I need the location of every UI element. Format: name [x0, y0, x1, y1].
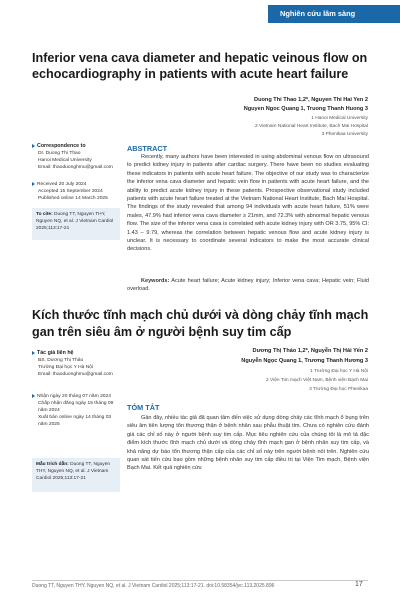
affiliation-1-en: 1 Hanoi Medical University: [311, 116, 368, 121]
authors-line-1-en: Duong Thi Thao 1,2*, Nguyen Thi Hai Yen 2: [254, 97, 368, 103]
abstract-body-en: Recently, many authors have been interested in using abdominal venous flow on ultrasound to predict kidney injury in patients after cardiac surgery. There have been no studies evaluating these indicators in patients with acute heart failure. The objective of our study was to characterize the inferior vena cava diameter and hepatic vein flow in patients with acute heart failure, and the ability to predict acute kidney injury in these patients. Prospective observational study included patients with acute heart failure treated at the Vietnam National Heart Institute, Bach Mai Hospital. The findings of the study revealed that among 94 individuals with acute heart failure, 51% were males, 47.9% had inferior vena cava diameter ≥ 21mm, and 72.3% with abnormal hepatic venous flow. The size of the inferior vena cava is correlated with acute kidney injury with OR 3.75, 95% CI: 1.43 – 9.79, whereas the correlation between hepatic venous flow and acute kidney injury is unclear. It is necessary to coordinate several indicators to make the most accurate clinical decisions.: [127, 154, 369, 253]
correspondence-name-vi: BS. Dương Thị Thảo: [38, 358, 84, 363]
authors-line-1-vi: Dương Thị Thảo 1,2*, Nguyễn Thị Hải Yến 2: [252, 348, 368, 354]
footer-divider: [32, 580, 368, 581]
footer-citation: Duong TT, Nguyen THY, Nguyen NQ, et al. J Vietnam Cardiol 2025;113:17-21. doi:10.58354/jvc.113.2025.896: [32, 583, 275, 589]
affiliation-1-vi: 1 Trường Đại học Y Hà Nội: [310, 369, 368, 374]
article-title-vietnamese: Kích thước tĩnh mạch chủ dưới và dòng chảy tĩnh mạch gan trên siêu âm ở người bệnh suy tim cấp: [32, 308, 369, 339]
received-date-vi: Nhận ngày 20 tháng 07 năm 2024: [37, 394, 111, 399]
correspondence-block-vi: [32, 350, 122, 378]
authors-line-2-vi: Nguyễn Ngọc Quang 1, Trương Thanh Hương 3: [241, 358, 368, 364]
accepted-date: Accepted 15 September 2024: [38, 189, 103, 194]
dates-block-vi: [32, 393, 118, 428]
correspondence-email-vi: Email: thaoduonghmu@gmail.com: [38, 372, 113, 377]
abstract-heading-vi: TÓM TẮT: [127, 403, 160, 412]
citation-box-vi: [32, 458, 120, 492]
affiliation-3-en: 3 Phenikaa University: [321, 132, 368, 137]
correspondence-label-vi: Tác giả liên hệ: [37, 350, 74, 356]
affiliation-2-en: 2 Vietnam National Heart Institute, Bach Mai Hospital: [255, 124, 368, 129]
bullet-icon: [32, 144, 35, 148]
correspondence-label: Correspondence to: [37, 143, 86, 149]
affiliation-2-vi: 2 Viện Tim mạch Việt Nam, Bệnh viện Bạch Mai: [266, 378, 368, 383]
correspondence-name: Dr. Duong Thi Thao: [38, 151, 81, 156]
correspondence-email: Email: thaoduonghmu@gmail.com: [38, 165, 113, 170]
article-title-english: Inferior vena cava diameter and hepatic veinous flow on echocardiography in patients with acute heart failure: [32, 51, 368, 81]
keywords-en: [127, 277, 369, 294]
bullet-icon: [32, 182, 35, 186]
correspondence-block-en: [32, 143, 122, 171]
keywords-label: Keywords:: [141, 278, 170, 284]
correspondence-institution: Hanoi Medical University: [38, 158, 92, 163]
correspondence-institution-vi: Trường Đại học Y Hà Nội: [38, 365, 94, 370]
keywords-text: Acute heart failure; Acute kidney injury; Inferior vena cava; Hepatic vein; Fluid overload.: [127, 278, 369, 293]
cite-text-vi: Duong TT, Nguyen THY, Nguyen NQ, et al. J Vietnam Cardiol 2025;113:17-21: [36, 462, 111, 481]
cite-label-vi: Mẫu trích dẫn:: [36, 462, 69, 467]
section-label-tab: Nghiên cứu lâm sàng: [268, 5, 400, 23]
citation-box-en: [32, 208, 120, 240]
bullet-icon: [32, 394, 35, 398]
published-date-vi: Xuất bản online ngày 14 tháng 03 năm 2025: [38, 415, 112, 427]
abstract-heading-en: ABSTRACT: [127, 144, 168, 153]
page-number: 17: [355, 581, 363, 588]
cite-label: To cite:: [36, 212, 53, 217]
cite-text: Duong TT, Nguyen THY, Nguyen NQ, et al. J Vietnam Cardiol 2025;113:17-21: [36, 212, 114, 231]
bullet-icon: [32, 351, 35, 355]
accepted-date-vi: Chấp nhận đăng ngày 15 tháng 09 năm 2024: [38, 401, 114, 413]
authors-line-2-en: Nguyen Ngoc Quang 1, Truong Thanh Huong 3: [243, 106, 368, 112]
affiliation-3-vi: 3 Trường Đại học Phenikaa: [309, 387, 368, 392]
dates-block-en: [32, 181, 122, 202]
received-date: Received 20 July 2024: [37, 182, 87, 187]
published-date: Published online 14 March 2025: [38, 196, 108, 201]
abstract-body-vi: Gần đây, nhiều tác giả đã quan tâm đến việc sử dụng dòng chảy các tĩnh mạch ổ bụng trên siêu âm tiên lượng tổn thương thận ở bệnh nhân sau phẫu thuật tim. Chưa có nghiên cứu đánh giá các chỉ số này ở người bệnh suy tim cấp. Mục tiêu nghiên cứu của chúng tôi là mô tả đặc điểm kích thước tĩnh mạch chủ dưới và dòng chảy tĩnh mạch gan ở bệnh nhân suy tim cấp, và khả năng dự báo tổn thương thận cấp của các chỉ số này trên người bệnh nói trên. Nghiên cứu quan sát tiến cứu bao gồm những bệnh nhân suy tim cấp điều trị tại Viện Tim mạch, Bệnh viện Bạch Mai. Kết quả nghiên cứu: [127, 415, 369, 472]
